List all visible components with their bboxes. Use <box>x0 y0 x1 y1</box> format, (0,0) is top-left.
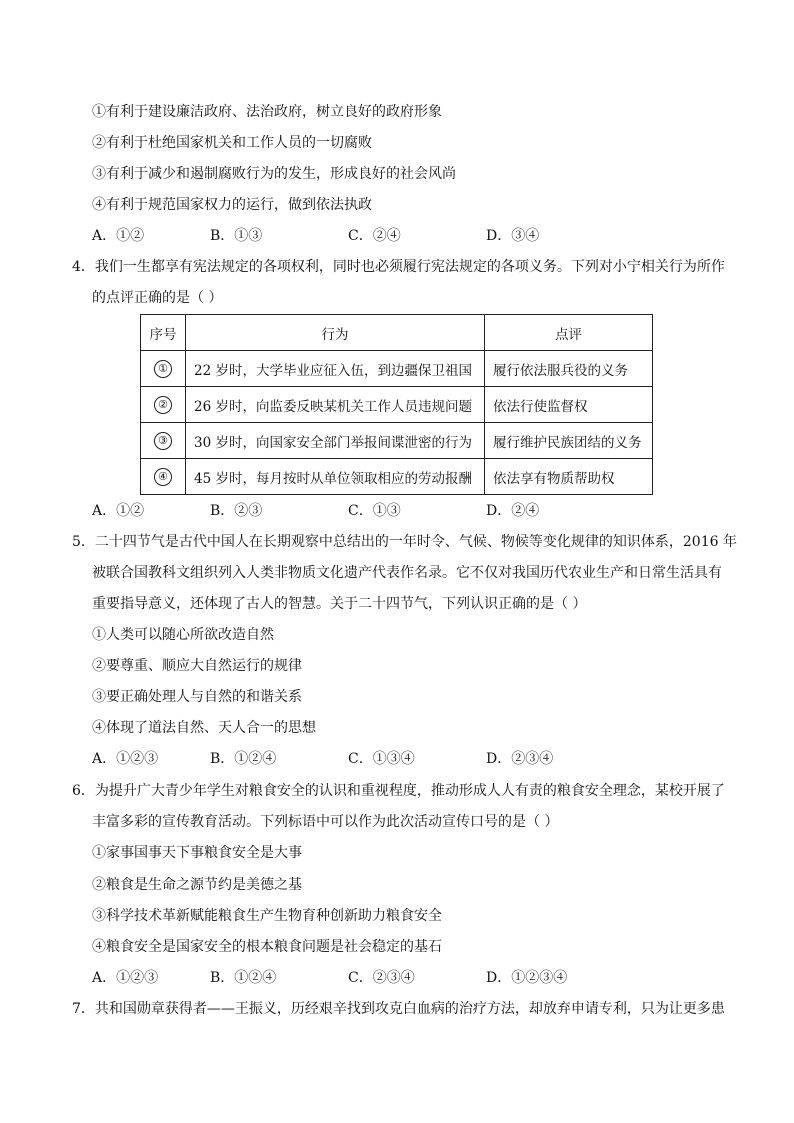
row-act: 30 岁时，向国家安全部门举报间谍泄密的行为 <box>186 423 485 459</box>
q5-item-3: ③要正确处理人与自然的和谐关系 <box>92 689 302 705</box>
header-no: 序号 <box>141 315 186 351</box>
q6-option-c: C．②③④ <box>348 970 415 986</box>
table-row <box>141 423 653 459</box>
header-act: 行为 <box>186 315 485 351</box>
q5-option-a: A．①②③ <box>92 751 159 767</box>
q5-item-4: ④体现了道法自然、天人合一的思想 <box>92 720 316 736</box>
row-comment: 依法享有物质帮助权 <box>485 459 653 495</box>
q3-item-4: ④有利于规范国家权力的运行，做到依法执政 <box>92 197 372 213</box>
q5-option-b: B．①②④ <box>210 751 277 767</box>
q4-table <box>140 314 653 495</box>
row-comment: 履行维护民族团结的义务 <box>485 423 653 459</box>
q3-item-2: ②有利于杜绝国家机关和工作人员的一切腐败 <box>92 135 372 151</box>
q5-stem-line-3: 重要指导意义，还体现了古人的智慧。关于二十四节气，下列认识正确的是（ ） <box>92 596 587 612</box>
table-row <box>141 351 653 387</box>
q5-item-2: ②要尊重、顺应大自然运行的规律 <box>92 658 302 674</box>
q6-option-b: B．①②④ <box>210 970 277 986</box>
q6-option-d: D．①②③④ <box>486 970 568 986</box>
row-act: 45 岁时，每月按时从单位领取相应的劳动报酬 <box>186 459 485 495</box>
q3-option-d: D．③④ <box>486 228 540 244</box>
row-no: ② <box>141 387 186 423</box>
row-no: ① <box>141 351 186 387</box>
q4-option-d: D．②④ <box>486 503 540 519</box>
row-no: ④ <box>141 459 186 495</box>
header-comment: 点评 <box>485 315 653 351</box>
row-act: 22 岁时，大学毕业应征入伍，到边疆保卫祖国 <box>186 351 485 387</box>
row-comment: 履行依法服兵役的义务 <box>485 351 653 387</box>
q3-option-a: A．①② <box>92 228 145 244</box>
table-row <box>141 459 653 495</box>
q6-item-2: ②粮食是生命之源节约是美德之基 <box>92 877 302 893</box>
q6-item-4: ④粮食安全是国家安全的根本粮食问题是社会稳定的基石 <box>92 939 442 955</box>
q3-option-c: C．②④ <box>348 228 401 244</box>
table-header-row <box>141 315 653 351</box>
table-row <box>141 387 653 423</box>
q6-item-3: ③科学技术革新赋能粮食生产生物育种创新助力粮食安全 <box>92 908 442 924</box>
q5-option-d: D．②③④ <box>486 751 554 767</box>
row-comment: 依法行使监督权 <box>485 387 653 423</box>
q5-stem-line-2: 被联合国教科文组织列入人类非物质文化遗产代表作名录。它不仅对我国历代农业生产和日常生活具有 <box>92 565 722 581</box>
row-no: ③ <box>141 423 186 459</box>
q3-item-1: ①有利于建设廉洁政府、法治政府，树立良好的政府形象 <box>92 104 442 120</box>
q4-option-a: A．①② <box>92 503 145 519</box>
q3-item-3: ③有利于减少和遏制腐败行为的发生，形成良好的社会风尚 <box>92 166 456 182</box>
q3-option-b: B．①③ <box>210 228 263 244</box>
q6-stem-line-1: 6．为提升广大青少年学生对粮食安全的认识和重视程度，推动形成人人有责的粮食安全理念，某校开展了 <box>72 783 725 799</box>
q4-stem-line-1: 4．我们一生都享有宪法规定的各项权利，同时也必须履行宪法规定的各项义务。下列对小宁相关行为所作 <box>72 259 725 275</box>
q5-option-c: C．①③④ <box>348 751 415 767</box>
q4-option-b: B．②③ <box>210 503 263 519</box>
q6-stem-line-2: 丰富多彩的宣传教育活动。下列标语中可以作为此次活动宣传口号的是（ ） <box>92 814 559 830</box>
q7-stem-line-1: 7．共和国勋章获得者——王振义，历经艰辛找到攻克白血病的治疗方法，却放弃申请专利，只为让更多患 <box>72 1001 725 1017</box>
q5-stem-line-1: 5．二十四节气是古代中国人在长期观察中总结出的一年时令、气候、物候等变化规律的知识体系，2016 年 <box>72 534 737 550</box>
q4-option-c: C．①③ <box>348 503 401 519</box>
q6-item-1: ①家事国事天下事粮食安全是大事 <box>92 845 302 861</box>
q5-item-1: ①人类可以随心所欲改造自然 <box>92 627 274 643</box>
q4-stem-line-2: 的点评正确的是（ ） <box>92 290 223 306</box>
q6-option-a: A．①②③ <box>92 970 159 986</box>
row-act: 26 岁时，向监委反映某机关工作人员违规问题 <box>186 387 485 423</box>
